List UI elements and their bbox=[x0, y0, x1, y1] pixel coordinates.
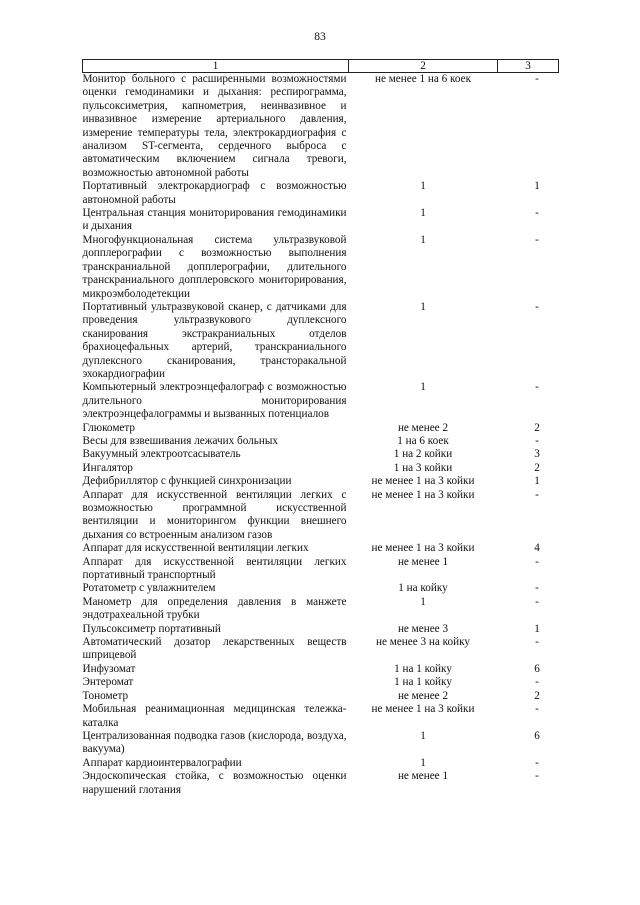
quantity-cell: 1 на 3 койки bbox=[393, 461, 453, 474]
column-3-value-cell: - bbox=[535, 233, 539, 246]
column-header-2: 2 bbox=[349, 60, 498, 73]
quantity-cell: не менее 1 на 3 койки bbox=[371, 542, 475, 555]
table-row bbox=[83, 462, 559, 475]
quantity-cell: 1 bbox=[420, 729, 426, 742]
equipment-name-cell: Автоматический дозатор лекарственных веществ шприцевой bbox=[82, 636, 347, 662]
quantity-cell: не менее 1 на 3 койки bbox=[371, 488, 475, 501]
quantity-cell: 1 на койку bbox=[398, 582, 448, 595]
equipment-name-cell: Портативный электрокардиограф с возможностью автономной работы bbox=[82, 180, 347, 206]
equipment-name-cell: Манометр для определения давления в манжете эндотрахеальной трубки bbox=[82, 595, 347, 622]
quantity-cell: не менее 2 bbox=[397, 421, 449, 434]
column-3-value-cell: 6 bbox=[534, 662, 540, 675]
quantity-cell: не менее 1 bbox=[397, 770, 449, 783]
equipment-name-cell: Компьютерный электроэнцефалограф с возможностью длительного мониторирования электроэнцефалограммы и вызванных потенциалов bbox=[82, 381, 347, 421]
quantity-cell: 1 на 1 койку bbox=[394, 662, 452, 675]
equipment-name-cell: Дефибриллятор с функцией синхронизации bbox=[82, 475, 292, 488]
table-header-row bbox=[83, 60, 559, 73]
table-row bbox=[83, 381, 559, 421]
column-3-value-cell: 3 bbox=[534, 448, 540, 461]
table-row bbox=[83, 556, 559, 583]
table-row bbox=[83, 770, 559, 797]
table-row bbox=[83, 73, 559, 181]
quantity-cell: не менее 3 на койку bbox=[376, 636, 470, 649]
table-row bbox=[83, 180, 559, 207]
quantity-cell: 1 на 1 койку bbox=[394, 676, 452, 689]
column-3-value-cell: 6 bbox=[534, 729, 540, 742]
table-row bbox=[83, 435, 559, 448]
equipment-name-cell: Портативный ультразвуковой сканер, с датчиками для проведения ультразвукового дуплексного сканирования экстракраниальных отделов брахиоцефальных артерий, транскраниального дуплексного сканирования, трансторакальной эхокардиографии bbox=[82, 300, 347, 380]
column-3-value-cell: - bbox=[535, 555, 539, 568]
equipment-name-cell: Монитор больного с расширенными возможностями оценки гемодинамики и дыхания: респирограмма, пульсоксиметрия, капнометрия, неинвазивное и инвазивное измерение артериального давления, измерение температуры тела, электрокардиография с анализом ST-сегмента, сердечного выброса с автоматическим включением сигнала тревоги, возможностью автономной работы bbox=[82, 73, 347, 179]
quantity-cell: 1 bbox=[420, 595, 426, 608]
page-number: 83 bbox=[314, 31, 326, 43]
table-row bbox=[83, 757, 559, 770]
equipment-name-cell: Эндоскопическая стойка, с возможностью оценки нарушений глотания bbox=[82, 770, 347, 796]
equipment-name-cell: Аппарат для искусственной вентиляции легких портативный транспортный bbox=[82, 555, 347, 582]
column-header-3: 3 bbox=[498, 60, 559, 73]
column-header-1: 1 bbox=[83, 60, 349, 73]
column-3-value-cell: - bbox=[535, 770, 539, 783]
equipment-name-cell: Многофункциональная система ультразвуковой допплерографии с возможностью выполнения транскраниальной допплерографии, длительного транскраниального допплеровского мониторирования, микроэмболодетекции bbox=[82, 233, 347, 300]
table-row bbox=[83, 582, 559, 595]
table-row bbox=[83, 422, 559, 435]
column-3-value-cell: - bbox=[535, 703, 539, 716]
quantity-cell: не менее 1 на 3 койки bbox=[371, 475, 475, 488]
equipment-name-cell: Централизованная подводка газов (кислорода, воздуха, вакуума) bbox=[82, 729, 347, 756]
quantity-cell: 1 на 6 коек bbox=[397, 434, 449, 447]
table-row bbox=[83, 676, 559, 689]
equipment-name-cell: Аппарат кардиоинтервалографии bbox=[82, 756, 242, 769]
equipment-name-cell: Вакуумный электроотсасыватель bbox=[82, 448, 241, 461]
quantity-cell: 1 bbox=[420, 207, 426, 220]
column-3-value-cell: - bbox=[535, 756, 539, 769]
equipment-name-cell: Ротатометр с увлажнителем bbox=[82, 582, 216, 595]
column-3-value-cell: - bbox=[535, 595, 539, 608]
column-3-value-cell: - bbox=[535, 381, 539, 394]
quantity-cell: не менее 1 на 3 койки bbox=[371, 703, 475, 716]
equipment-name-cell: Центральная станция мониторирования гемодинамики и дыхания bbox=[82, 207, 347, 233]
column-3-value-cell: - bbox=[535, 636, 539, 649]
quantity-cell: 1 bbox=[420, 180, 426, 193]
column-3-value-cell: 2 bbox=[534, 689, 540, 702]
table-row bbox=[83, 703, 559, 730]
quantity-cell: не менее 2 bbox=[397, 689, 449, 702]
column-3-value-cell: - bbox=[535, 582, 539, 595]
table-row bbox=[83, 301, 559, 381]
equipment-name-cell: Энтеромат bbox=[82, 676, 134, 689]
quantity-cell: 1 bbox=[420, 300, 426, 313]
table-row bbox=[83, 475, 559, 488]
quantity-cell: не менее 1 bbox=[397, 555, 449, 568]
column-3-value-cell: - bbox=[535, 434, 539, 447]
quantity-cell: 1 на 2 койки bbox=[393, 448, 453, 461]
equipment-name-cell: Мобильная реанимационная медицинская тележка-каталка bbox=[82, 703, 347, 729]
column-3-value-cell: - bbox=[535, 207, 539, 220]
equipment-name-cell: Аппарат для искусственной вентиляции легких bbox=[82, 542, 309, 555]
equipment-name-cell: Весы для взвешивания лежачих больных bbox=[82, 434, 278, 447]
equipment-name-cell: Ингалятор bbox=[82, 461, 133, 474]
column-3-value-cell: - bbox=[535, 73, 539, 85]
table-row bbox=[83, 663, 559, 676]
quantity-cell: не менее 3 bbox=[397, 622, 449, 635]
column-3-value-cell: - bbox=[535, 488, 539, 501]
column-3-value-cell: 1 bbox=[534, 180, 540, 193]
equipment-name-cell: Тонометр bbox=[82, 689, 129, 702]
equipment-name-cell: Аппарат для искусственной вентиляции легких с возможностью программной искусственной вентиляции и мониторингом функции внешнего дыхания со встроенным анализом газов bbox=[82, 488, 347, 541]
table-row bbox=[83, 234, 559, 301]
equipment-name-cell: Инфузомат bbox=[82, 662, 136, 675]
column-3-value-cell: - bbox=[535, 300, 539, 313]
column-3-value-cell: 1 bbox=[534, 475, 540, 488]
table-row bbox=[83, 690, 559, 703]
table-row bbox=[83, 636, 559, 663]
quantity-cell: 1 bbox=[420, 381, 426, 394]
equipment-table bbox=[82, 59, 559, 797]
equipment-name-cell: Пульсоксиметр портативный bbox=[82, 622, 221, 635]
quantity-cell: 1 bbox=[420, 233, 426, 246]
quantity-cell: 1 bbox=[420, 756, 426, 769]
column-3-value-cell: 2 bbox=[534, 461, 540, 474]
table-row bbox=[83, 542, 559, 555]
column-3-value-cell: - bbox=[535, 676, 539, 689]
table-row bbox=[83, 596, 559, 623]
column-3-value-cell: 2 bbox=[534, 421, 540, 434]
table-row bbox=[83, 448, 559, 461]
table-row bbox=[83, 623, 559, 636]
quantity-cell: не менее 1 на 6 коек bbox=[374, 73, 472, 85]
table-row bbox=[83, 207, 559, 234]
column-3-value-cell: 1 bbox=[534, 622, 540, 635]
table-row bbox=[83, 730, 559, 757]
equipment-name-cell: Глюкометр bbox=[82, 421, 135, 434]
column-3-value-cell: 4 bbox=[534, 542, 540, 555]
table-row bbox=[83, 489, 559, 543]
